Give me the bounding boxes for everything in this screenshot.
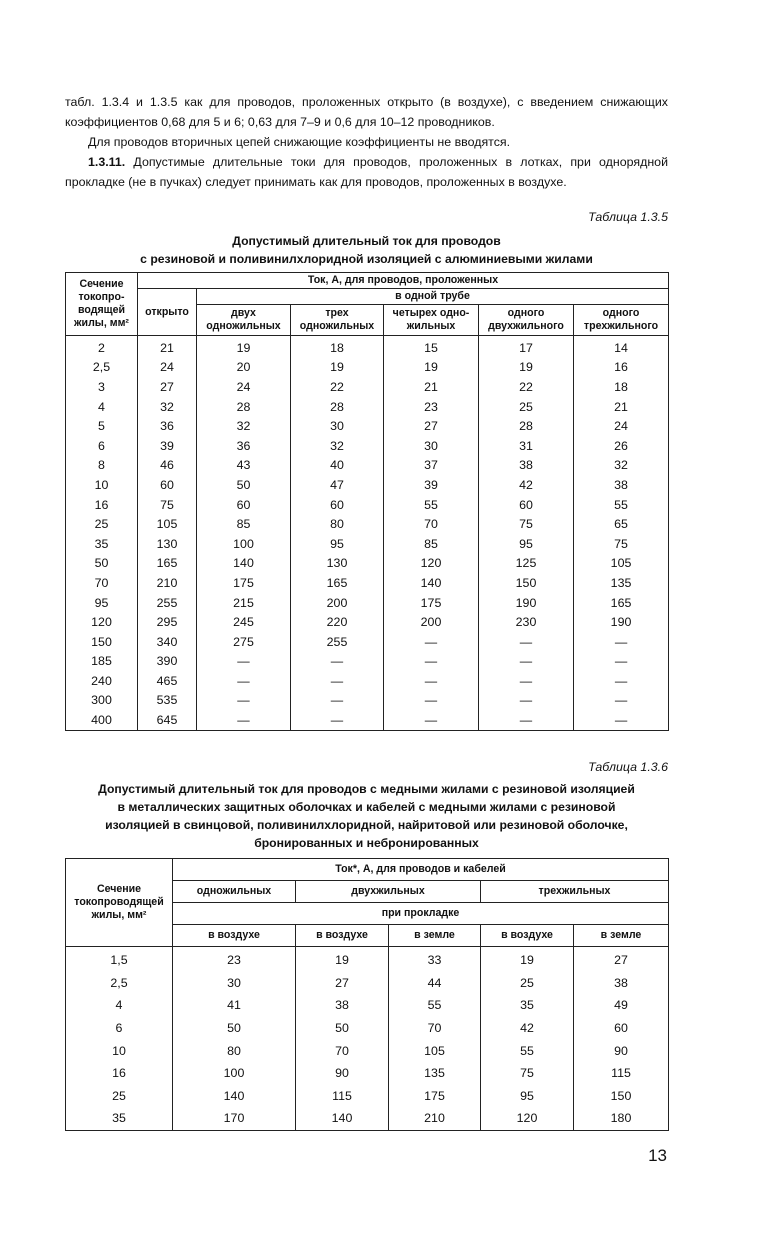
table2-cell: 115 xyxy=(574,1062,669,1085)
table2-title-line: бронированных и небронированных xyxy=(254,835,479,850)
table2-title xyxy=(65,780,668,852)
table2-cell: 38 xyxy=(574,971,669,994)
table2-header-col: в земле xyxy=(389,924,481,946)
table2-cell: 35 xyxy=(66,1107,173,1130)
table1-label: Таблица 1.3.5 xyxy=(588,210,668,224)
table1-cell: 28 xyxy=(479,416,574,436)
table1-cell: — xyxy=(291,652,384,672)
table2-header-col: в воздухе xyxy=(481,924,574,946)
table1-row xyxy=(66,336,669,358)
table1-cell: 95 xyxy=(479,534,574,554)
table1-row xyxy=(66,514,669,534)
table2-cell: 60 xyxy=(574,1017,669,1040)
table1-cell: 24 xyxy=(574,416,669,436)
table2-cell: 38 xyxy=(296,994,389,1017)
table1-cell: 47 xyxy=(291,475,384,495)
table1-cell: 39 xyxy=(384,475,479,495)
table2-cell: 30 xyxy=(173,971,296,994)
table1-cell: 19 xyxy=(197,336,291,358)
table1-cell: — xyxy=(574,671,669,691)
table2-cell: 1,5 xyxy=(66,946,173,971)
table1-cell: 150 xyxy=(66,632,138,652)
table2-row xyxy=(66,1107,669,1130)
table2-row xyxy=(66,1039,669,1062)
table1-cell: 105 xyxy=(574,554,669,574)
table2-cell: 150 xyxy=(574,1084,669,1107)
table2-header-laying: при прокладке xyxy=(173,902,669,924)
table2-cell: 115 xyxy=(296,1084,389,1107)
table2-header-triple: трехжильных xyxy=(481,880,669,902)
table1-cell: — xyxy=(197,652,291,672)
table1-cell: 6 xyxy=(66,436,138,456)
table1-cell: 245 xyxy=(197,612,291,632)
table1-cell: 100 xyxy=(197,534,291,554)
table1-cell: 55 xyxy=(384,495,479,515)
table1-cell: 32 xyxy=(574,456,669,476)
table2-cell: 25 xyxy=(66,1084,173,1107)
table1-cell: — xyxy=(291,671,384,691)
table1-cell: 30 xyxy=(384,436,479,456)
table1-cell: 165 xyxy=(574,593,669,613)
table1-row xyxy=(66,710,669,730)
table1-cell: 70 xyxy=(384,514,479,534)
table2-header-current: Ток*, А, для проводов и кабелей xyxy=(173,858,669,880)
table2-cell: 2,5 xyxy=(66,971,173,994)
page-content xyxy=(65,92,668,1131)
table2-cell: 95 xyxy=(481,1084,574,1107)
table1-row xyxy=(66,377,669,397)
clause-text: Допустимые длительные токи для проводов, проложенных в лотках, при однорядной прокладке (не в пучках) следует принимать как для проводов, проложенных в воздухе. xyxy=(65,155,668,189)
table2-cell: 90 xyxy=(574,1039,669,1062)
table2-cell: 6 xyxy=(66,1017,173,1040)
table2-cell: 70 xyxy=(296,1039,389,1062)
table1-cell: — xyxy=(479,671,574,691)
table1-cell: 120 xyxy=(66,612,138,632)
table1-cell: 135 xyxy=(574,573,669,593)
table1-cell: 24 xyxy=(197,377,291,397)
table1-cell: 105 xyxy=(138,514,197,534)
table1-cell: 2 xyxy=(66,336,138,358)
table1-cell: 220 xyxy=(291,612,384,632)
table2-cell: 25 xyxy=(481,971,574,994)
paragraph-clause-1-3-11 xyxy=(65,152,668,192)
table1-cell: 165 xyxy=(291,573,384,593)
table1-cell: 70 xyxy=(66,573,138,593)
table2-cell: 120 xyxy=(481,1107,574,1130)
table1-cell: 120 xyxy=(384,554,479,574)
table1-cell: — xyxy=(479,632,574,652)
table2-cell: 44 xyxy=(389,971,481,994)
table1-cell: — xyxy=(384,710,479,730)
table2-cell: 4 xyxy=(66,994,173,1017)
table1-cell: 175 xyxy=(384,593,479,613)
table1-row xyxy=(66,632,669,652)
table1-cell: 130 xyxy=(138,534,197,554)
table1-title-line: Допустимый длительный ток для проводов xyxy=(232,234,501,248)
table1-cell: — xyxy=(384,652,479,672)
table2-cell: 55 xyxy=(389,994,481,1017)
table1-cell: 295 xyxy=(138,612,197,632)
table1-cell: 185 xyxy=(66,652,138,672)
table1-cell: 39 xyxy=(138,436,197,456)
table1-title xyxy=(65,232,668,268)
table1-cell: 23 xyxy=(384,397,479,417)
table2-row xyxy=(66,1062,669,1085)
table1-cell: 255 xyxy=(291,632,384,652)
table2-cell: 210 xyxy=(389,1107,481,1130)
table1-row xyxy=(66,475,669,495)
table2-cell: 23 xyxy=(173,946,296,971)
table1-cell: 2,5 xyxy=(66,358,138,378)
table1-cell: 95 xyxy=(66,593,138,613)
table1-cell: 60 xyxy=(197,495,291,515)
table2-cell: 80 xyxy=(173,1039,296,1062)
table1-cell: 5 xyxy=(66,416,138,436)
table1-cell: 60 xyxy=(479,495,574,515)
table1-cell: 175 xyxy=(197,573,291,593)
table2-cell: 140 xyxy=(173,1084,296,1107)
table2-title-line: в металлических защитных оболочках и кабелей с медными жилами с резиновой xyxy=(117,799,616,814)
table1-cell: 85 xyxy=(197,514,291,534)
table1-cell: 645 xyxy=(138,710,197,730)
table1-cell: 50 xyxy=(66,554,138,574)
table1-cell: 30 xyxy=(291,416,384,436)
table1-body xyxy=(66,336,669,731)
table1-cell: 340 xyxy=(138,632,197,652)
table2 xyxy=(65,858,669,1131)
table2-cell: 16 xyxy=(66,1062,173,1085)
table1-cell: 165 xyxy=(138,554,197,574)
table1-cell: — xyxy=(197,691,291,711)
table2-title-line: изоляцией в свинцовой, поливинилхлоридной, найритовой или резиновой оболочке, xyxy=(105,817,628,832)
table1-cell: 17 xyxy=(479,336,574,358)
table1-cell: 19 xyxy=(479,358,574,378)
table1-cell: 19 xyxy=(384,358,479,378)
table2-body xyxy=(66,946,669,1130)
table1-cell: — xyxy=(479,710,574,730)
table1-cell: 215 xyxy=(197,593,291,613)
table1-cell: 27 xyxy=(384,416,479,436)
table1-row xyxy=(66,652,669,672)
table1-cell: 31 xyxy=(479,436,574,456)
table1-cell: 21 xyxy=(138,336,197,358)
table1-cell: — xyxy=(384,671,479,691)
table1-row xyxy=(66,612,669,632)
table1-cell: — xyxy=(574,632,669,652)
table1-cell: 32 xyxy=(197,416,291,436)
table1-header-section: Сечение токопро-водящей жилы, мм² xyxy=(66,273,138,336)
paragraph-continuation: табл. 1.3.4 и 1.3.5 как для проводов, проложенных открыто (в воздухе), с введением снижающих коэффициентов 0,68 для 5 и 6; 0,63 для 7–9 и 0,6 для 10–12 проводников. xyxy=(65,95,668,129)
table1-row xyxy=(66,671,669,691)
table1-cell: 150 xyxy=(479,573,574,593)
table1-row xyxy=(66,534,669,554)
table2-header-section: Сечение токопроводящей жилы, мм² xyxy=(66,858,173,946)
table1-cell: 400 xyxy=(66,710,138,730)
table1-row xyxy=(66,593,669,613)
table1-cell: 40 xyxy=(291,456,384,476)
table1-cell: 35 xyxy=(66,534,138,554)
table2-cell: 49 xyxy=(574,994,669,1017)
table1-cell: 21 xyxy=(384,377,479,397)
table2-header-col: в земле xyxy=(574,924,669,946)
table1-cell: 85 xyxy=(384,534,479,554)
table1-cell: 200 xyxy=(291,593,384,613)
table2-header-col: в воздухе xyxy=(173,924,296,946)
table1-cell: — xyxy=(291,710,384,730)
table1-header-col: двух одножильных xyxy=(197,305,291,336)
table1-cell: — xyxy=(291,691,384,711)
table1-cell: 3 xyxy=(66,377,138,397)
table1-cell: 22 xyxy=(291,377,384,397)
table1-cell: 60 xyxy=(138,475,197,495)
table1-header-col: трех одножильных xyxy=(291,305,384,336)
table1-cell: 19 xyxy=(291,358,384,378)
table1-cell: 32 xyxy=(291,436,384,456)
table1-cell: 16 xyxy=(574,358,669,378)
table1-cell: 275 xyxy=(197,632,291,652)
table2-header-col: в воздухе xyxy=(296,924,389,946)
table1-row xyxy=(66,456,669,476)
table1-header-pipe: в одной трубе xyxy=(197,289,669,305)
table2-cell: 33 xyxy=(389,946,481,971)
table1-row xyxy=(66,416,669,436)
table1-cell: 28 xyxy=(197,397,291,417)
table2-cell: 175 xyxy=(389,1084,481,1107)
table2-cell: 27 xyxy=(296,971,389,994)
table1-cell: — xyxy=(574,691,669,711)
table1-cell: 200 xyxy=(384,612,479,632)
table2-cell: 75 xyxy=(481,1062,574,1085)
table2-row xyxy=(66,1084,669,1107)
table1-row xyxy=(66,495,669,515)
table1-cell: 38 xyxy=(479,456,574,476)
table1 xyxy=(65,272,669,731)
table1-cell: 21 xyxy=(574,397,669,417)
table1-cell: 27 xyxy=(138,377,197,397)
page-number: 13 xyxy=(648,1146,667,1165)
table2-title-line: Допустимый длительный ток для проводов с медными жилами с резиновой изоляцией xyxy=(98,781,635,796)
table1-cell: 22 xyxy=(479,377,574,397)
table1-cell: 42 xyxy=(479,475,574,495)
table1-cell: 75 xyxy=(138,495,197,515)
table2-cell: 27 xyxy=(574,946,669,971)
table1-cell: 240 xyxy=(66,671,138,691)
table1-title-line: с резиновой и поливинилхлоридной изоляцией с алюминиевыми жилами xyxy=(140,252,593,266)
table1-cell: 300 xyxy=(66,691,138,711)
table1-cell: 60 xyxy=(291,495,384,515)
table1-row xyxy=(66,397,669,417)
table2-cell: 10 xyxy=(66,1039,173,1062)
table1-cell: 26 xyxy=(574,436,669,456)
table2-cell: 41 xyxy=(173,994,296,1017)
table1-row xyxy=(66,573,669,593)
table2-cell: 70 xyxy=(389,1017,481,1040)
table1-cell: 230 xyxy=(479,612,574,632)
table1-cell: 75 xyxy=(479,514,574,534)
table2-cell: 170 xyxy=(173,1107,296,1130)
table2-header-single: одножильных xyxy=(173,880,296,902)
table1-cell: 14 xyxy=(574,336,669,358)
table1-cell: 65 xyxy=(574,514,669,534)
table1-cell: — xyxy=(574,710,669,730)
table1-cell: — xyxy=(197,710,291,730)
table1-cell: 465 xyxy=(138,671,197,691)
table1-cell: 130 xyxy=(291,554,384,574)
table1-cell: 255 xyxy=(138,593,197,613)
table1-row xyxy=(66,436,669,456)
table1-cell: 18 xyxy=(291,336,384,358)
table1-cell: 24 xyxy=(138,358,197,378)
table2-cell: 180 xyxy=(574,1107,669,1130)
table1-header-current: Ток, А, для проводов, проложенных xyxy=(138,273,669,289)
table1-row xyxy=(66,554,669,574)
table1-cell: 25 xyxy=(479,397,574,417)
table2-row xyxy=(66,1017,669,1040)
table2-cell: 90 xyxy=(296,1062,389,1085)
table2-cell: 42 xyxy=(481,1017,574,1040)
table1-cell: — xyxy=(479,691,574,711)
table1-cell: 36 xyxy=(138,416,197,436)
table1-cell: 25 xyxy=(66,514,138,534)
table1-cell: 80 xyxy=(291,514,384,534)
table1-cell: 190 xyxy=(479,593,574,613)
table1-cell: 10 xyxy=(66,475,138,495)
table2-cell: 19 xyxy=(481,946,574,971)
table1-cell: — xyxy=(197,671,291,691)
table1-cell: 43 xyxy=(197,456,291,476)
table1-cell: 390 xyxy=(138,652,197,672)
table1-cell: 32 xyxy=(138,397,197,417)
table1-cell: 38 xyxy=(574,475,669,495)
table1-cell: — xyxy=(384,632,479,652)
table2-cell: 140 xyxy=(296,1107,389,1130)
table1-row xyxy=(66,691,669,711)
table1-cell: — xyxy=(479,652,574,672)
table1-cell: 50 xyxy=(197,475,291,495)
table2-cell: 35 xyxy=(481,994,574,1017)
table1-cell: 95 xyxy=(291,534,384,554)
table1-cell: 20 xyxy=(197,358,291,378)
table1-cell: 28 xyxy=(291,397,384,417)
table1-header-col: одного двухжильного xyxy=(479,305,574,336)
table1-cell: 16 xyxy=(66,495,138,515)
table1-cell: — xyxy=(574,652,669,672)
table2-label: Таблица 1.3.6 xyxy=(588,759,668,774)
table1-header-col: одного трехжильного xyxy=(574,305,669,336)
table2-row xyxy=(66,971,669,994)
table2-cell: 55 xyxy=(481,1039,574,1062)
table1-header-open: открыто xyxy=(138,289,197,336)
table1-cell: 55 xyxy=(574,495,669,515)
table2-cell: 135 xyxy=(389,1062,481,1085)
table1-cell: 37 xyxy=(384,456,479,476)
table1-row xyxy=(66,358,669,378)
table1-cell: 15 xyxy=(384,336,479,358)
table1-cell: 8 xyxy=(66,456,138,476)
table1-cell: 535 xyxy=(138,691,197,711)
table2-cell: 50 xyxy=(296,1017,389,1040)
table1-header-col: четырех одно-жильных xyxy=(384,305,479,336)
table2-cell: 100 xyxy=(173,1062,296,1085)
table2-header-double: двухжильных xyxy=(296,880,481,902)
table1-cell: 125 xyxy=(479,554,574,574)
clause-number: 1.3.11. xyxy=(88,155,126,169)
table1-cell: 75 xyxy=(574,534,669,554)
table1-cell: — xyxy=(384,691,479,711)
table2-row xyxy=(66,946,669,971)
table1-cell: 140 xyxy=(384,573,479,593)
table2-cell: 50 xyxy=(173,1017,296,1040)
table1-cell: 36 xyxy=(197,436,291,456)
table1-cell: 4 xyxy=(66,397,138,417)
table1-cell: 210 xyxy=(138,573,197,593)
table2-row xyxy=(66,994,669,1017)
table1-cell: 18 xyxy=(574,377,669,397)
table2-cell: 19 xyxy=(296,946,389,971)
table1-cell: 190 xyxy=(574,612,669,632)
paragraph-secondary-circuits: Для проводов вторичных цепей снижающие коэффициенты не вводятся. xyxy=(88,135,511,149)
table1-cell: 140 xyxy=(197,554,291,574)
table1-cell: 46 xyxy=(138,456,197,476)
table2-cell: 105 xyxy=(389,1039,481,1062)
